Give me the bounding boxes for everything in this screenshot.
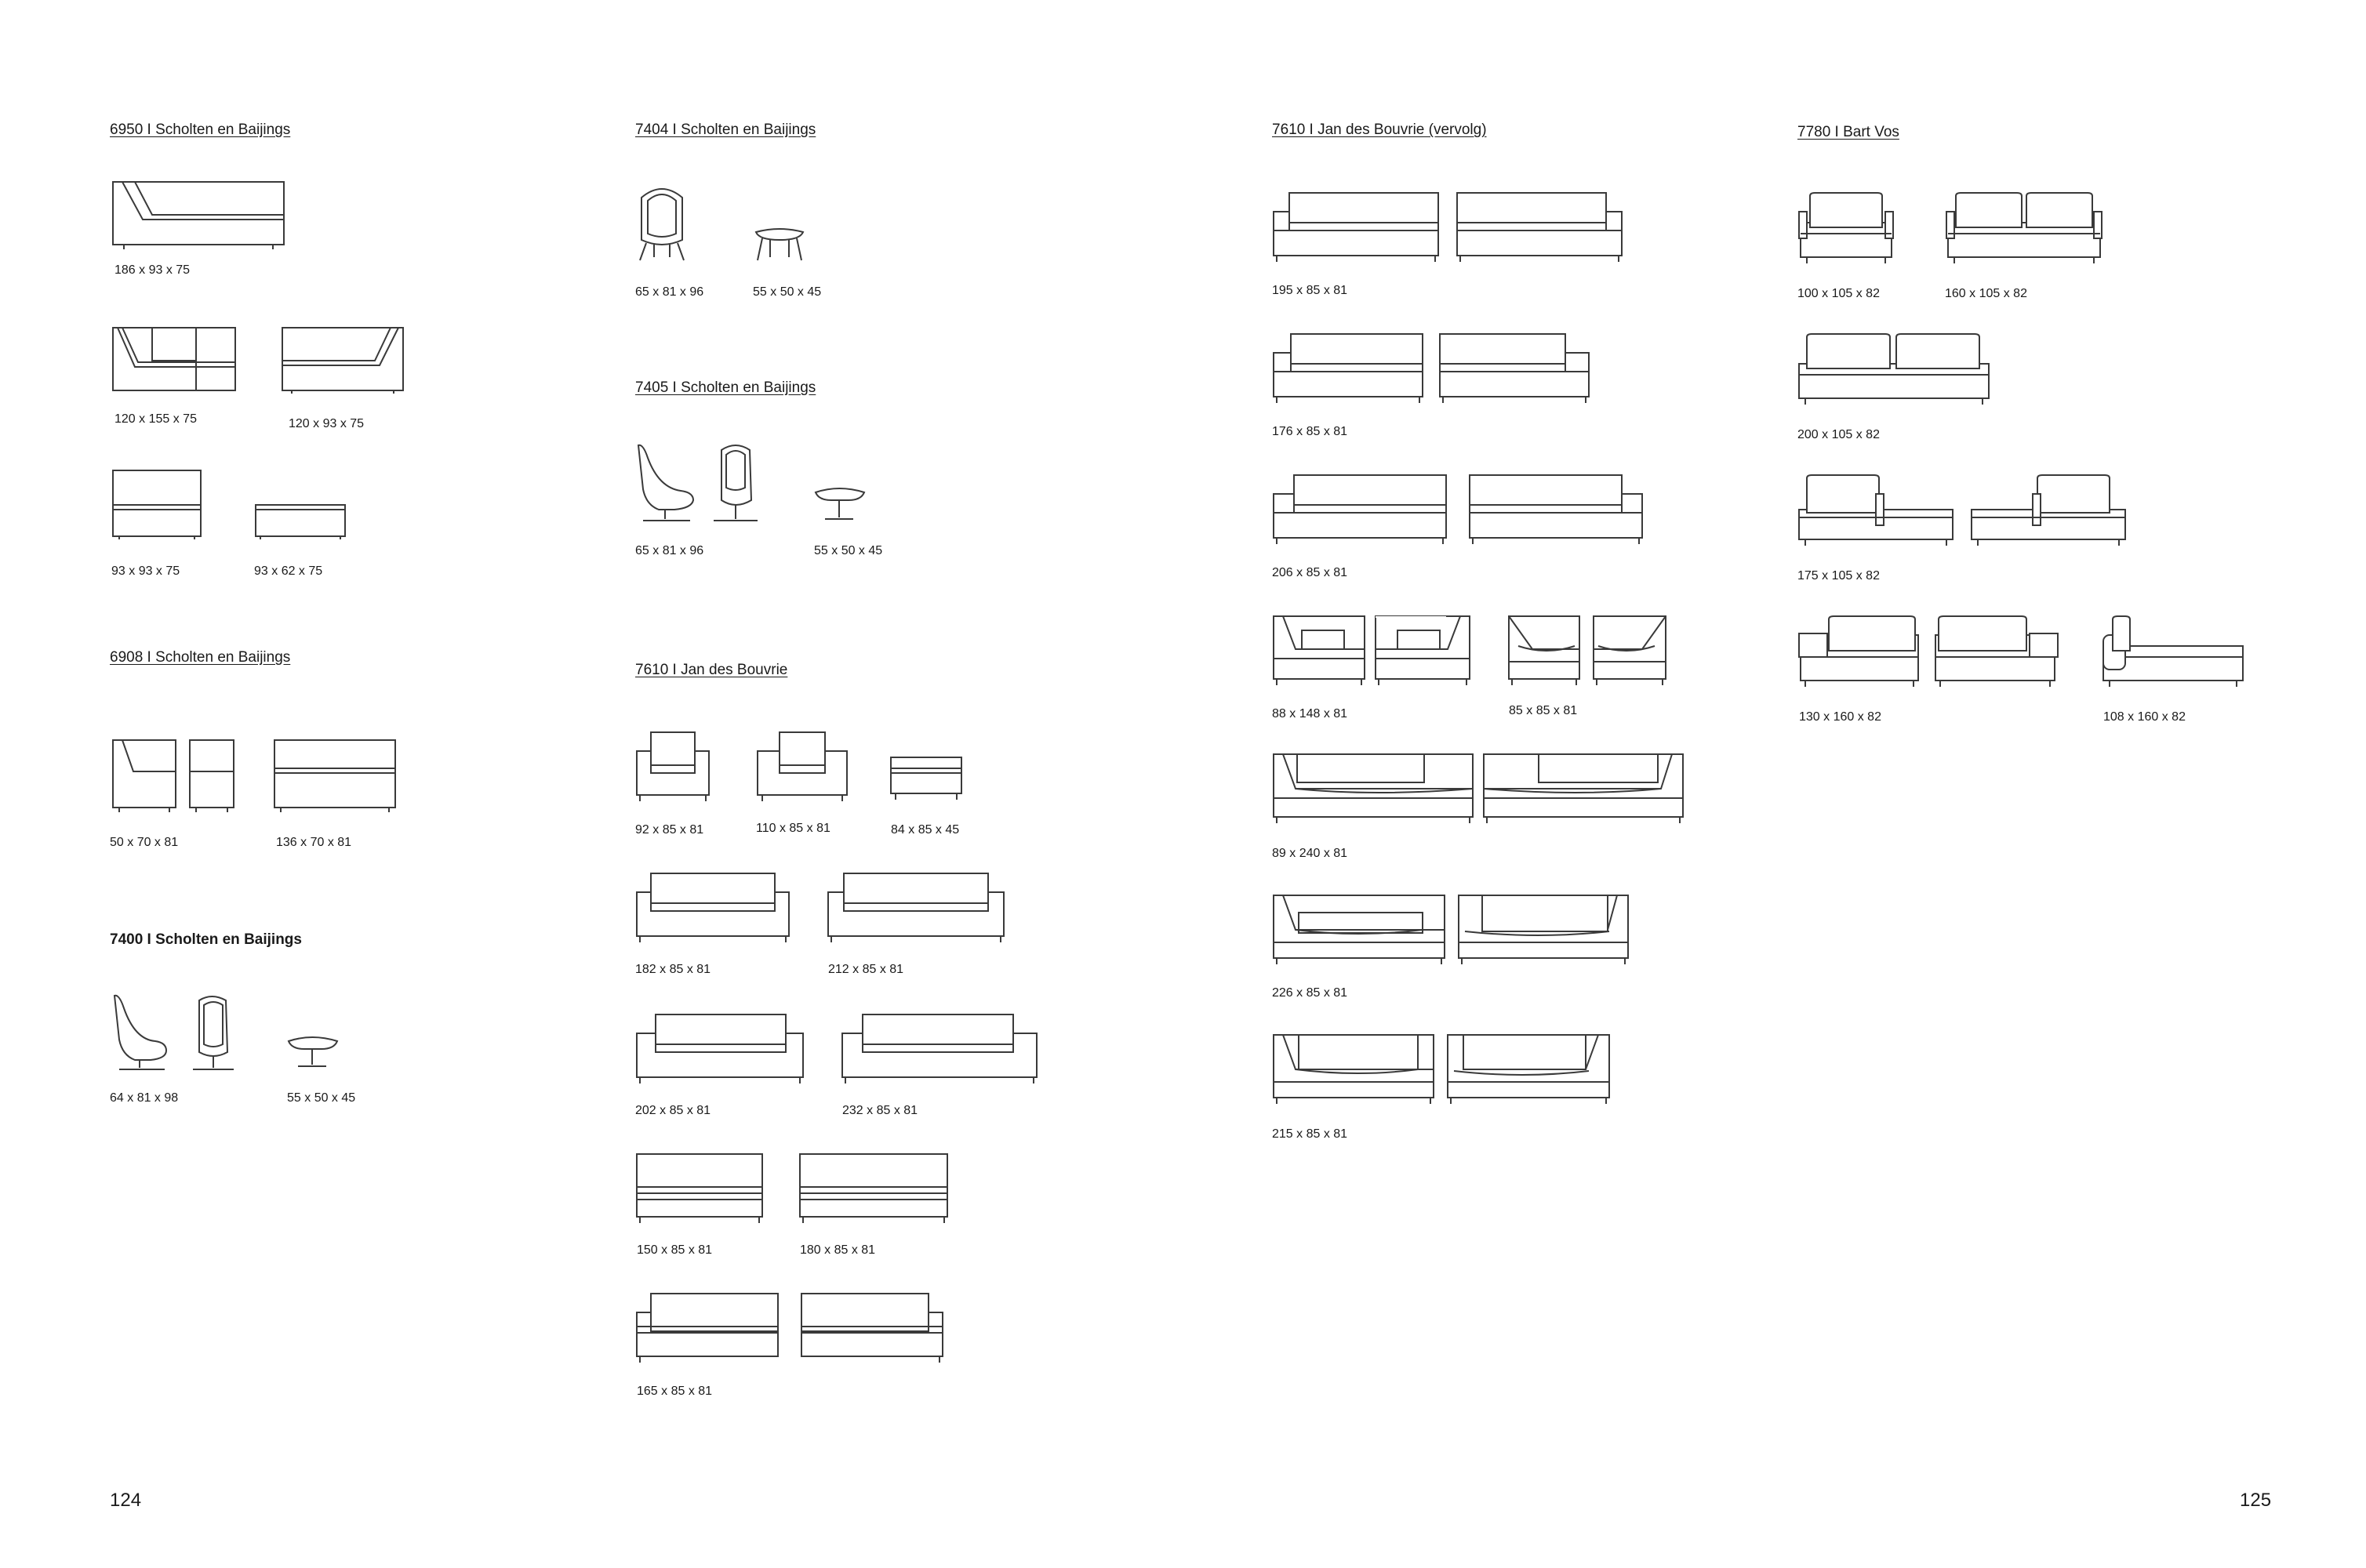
sectional-sofa-drawing-svg — [1272, 191, 1625, 263]
section-title-7610: 7610 I Jan des Bouvrie — [635, 662, 788, 678]
dimension-label: 55 x 50 x 45 — [753, 285, 822, 299]
dimension-label: 93 x 62 x 75 — [254, 564, 323, 578]
armchair-drawing — [1797, 191, 1896, 267]
dimension-label: 92 x 85 x 81 — [635, 823, 704, 837]
sectional-sofa-drawing-svg — [635, 1292, 949, 1364]
footstool-drawing — [753, 227, 808, 267]
sofa-drawing-svg — [635, 1152, 767, 1225]
dimension-label: 65 x 81 x 96 — [635, 285, 704, 299]
sofa-drawing-svg — [798, 1152, 952, 1225]
dimension-label: 202 x 85 x 81 — [635, 1104, 711, 1117]
dimension-label: 175 x 105 x 82 — [1797, 569, 1880, 583]
dimension-label: 55 x 50 x 45 — [287, 1091, 356, 1105]
dimension-label: 195 x 85 x 81 — [1272, 284, 1348, 297]
page-number-left: 124 — [110, 1490, 142, 1511]
dimension-label: 212 x 85 x 81 — [828, 963, 904, 976]
lounge-chair-drawing — [635, 442, 776, 524]
sectional-sofa-drawing — [1272, 191, 1625, 263]
corner-chairs-drawing-svg — [1507, 615, 1672, 687]
sofa-drawing — [635, 1152, 767, 1225]
corner-sofa-drawing-svg — [281, 326, 406, 394]
dimension-label: 110 x 85 x 81 — [756, 822, 830, 835]
corner-sofa-drawing — [281, 326, 406, 394]
chaise-elements-drawing — [1272, 753, 1688, 825]
column-3 — [1272, 0, 1790, 1568]
dimension-label: 100 x 105 x 82 — [1797, 287, 1880, 300]
sectional-sofa-drawing — [635, 1292, 949, 1364]
sofa-drawing — [635, 872, 792, 944]
chaise-drawing-svg — [111, 326, 240, 394]
dimension-label: 215 x 85 x 81 — [1272, 1127, 1348, 1141]
sofa-drawing — [1797, 332, 1993, 408]
dimension-label: 186 x 93 x 75 — [114, 263, 191, 277]
chair-drawing-svg — [111, 739, 245, 814]
column-2 — [635, 0, 1153, 1568]
corner-sofa-drawing — [1272, 894, 1633, 966]
sofa-drawing-svg — [635, 872, 792, 944]
section-title-7404: 7404 I Scholten en Baijings — [635, 122, 816, 138]
sofa-drawing — [273, 739, 398, 814]
corner-sofa-drawing — [1272, 1033, 1617, 1105]
ottoman-drawing-svg — [254, 503, 348, 541]
dimension-label: 88 x 148 x 81 — [1272, 707, 1348, 720]
dimension-label: 65 x 81 x 96 — [635, 544, 704, 557]
dimension-label: 93 x 93 x 75 — [111, 564, 180, 578]
chaise-elements-drawing-svg — [1272, 753, 1688, 825]
sofa-drawing-svg — [1797, 332, 1993, 408]
lounge-chair-drawing — [111, 993, 260, 1074]
ottoman-drawing-svg — [889, 756, 968, 803]
dimension-label: 150 x 85 x 81 — [637, 1243, 713, 1257]
dimension-label: 165 x 85 x 81 — [637, 1385, 713, 1398]
sectional-sofa-drawing — [1272, 474, 1645, 546]
sectional-sofa-drawing-svg — [1272, 474, 1645, 546]
page-number-right: 125 — [2240, 1490, 2272, 1511]
footstool-drawing-svg — [753, 227, 808, 267]
sofa-drawing-svg — [827, 872, 1009, 944]
dimension-label: 50 x 70 x 81 — [110, 836, 179, 849]
section-title-6908: 6908 I Scholten en Baijings — [110, 649, 291, 666]
sofa-drawing-svg — [273, 739, 398, 814]
footstool-drawing-svg — [814, 486, 869, 524]
dimension-label: 55 x 50 x 45 — [814, 544, 883, 557]
sofa-drawing — [111, 180, 287, 252]
corner-elements-drawing — [1797, 615, 2064, 690]
armchair-drawing-svg — [635, 731, 714, 803]
column-4 — [1797, 0, 2315, 1568]
sofa-drawing-svg — [635, 1013, 808, 1085]
dimension-label: 84 x 85 x 45 — [891, 823, 960, 837]
lounge-chair-drawing-svg — [111, 993, 260, 1074]
armchair-drawing — [635, 185, 690, 263]
sofa-drawing — [1945, 191, 2105, 267]
dimension-label: 180 x 85 x 81 — [800, 1243, 876, 1257]
footstool-drawing — [814, 486, 869, 524]
armchair-drawing — [635, 731, 714, 803]
dimension-label: 120 x 93 x 75 — [289, 417, 365, 430]
footstool-drawing-svg — [287, 1035, 342, 1071]
section-title-7610-vervolg: 7610 I Jan des Bouvrie (vervolg) — [1272, 122, 1487, 138]
corner-elements-drawing-svg — [1272, 615, 1476, 687]
section-title-7400: 7400 I Scholten en Baijings — [110, 931, 302, 948]
chaise-drawing-svg — [2102, 615, 2248, 690]
corner-sofa-drawing-svg — [1272, 1033, 1617, 1105]
armless-seat-drawing-svg — [111, 469, 204, 541]
chair-drawing — [111, 739, 245, 814]
chaise-elements-drawing — [1797, 474, 2127, 549]
chaise-drawing — [111, 326, 240, 394]
dimension-label: 200 x 105 x 82 — [1797, 428, 1880, 441]
sectional-sofa-drawing-svg — [1272, 332, 1594, 405]
corner-elements-drawing-svg — [1797, 615, 2064, 690]
dimension-label: 89 x 240 x 81 — [1272, 847, 1348, 860]
dimension-label: 206 x 85 x 81 — [1272, 566, 1348, 579]
sofa-drawing — [635, 1013, 808, 1085]
column-1 — [110, 0, 627, 1568]
armchair-drawing — [756, 731, 850, 803]
dimension-label: 108 x 160 x 82 — [2103, 710, 2186, 724]
corner-elements-drawing — [1272, 615, 1476, 687]
dimension-label: 182 x 85 x 81 — [635, 963, 711, 976]
chaise-elements-drawing-svg — [1797, 474, 2127, 549]
corner-sofa-drawing-svg — [1272, 894, 1633, 966]
armless-seat-drawing — [111, 469, 204, 541]
dimension-label: 120 x 155 x 75 — [114, 412, 197, 426]
dimension-label: 130 x 160 x 82 — [1799, 710, 1881, 724]
sectional-sofa-drawing — [1272, 332, 1594, 405]
chaise-drawing — [2102, 615, 2248, 690]
sofa-drawing-svg — [1945, 191, 2105, 267]
dimension-label: 136 x 70 x 81 — [276, 836, 352, 849]
armchair-drawing-svg — [1797, 191, 1896, 267]
dimension-label: 64 x 81 x 98 — [110, 1091, 179, 1105]
dimension-label: 85 x 85 x 81 — [1509, 704, 1578, 717]
dimension-label: 176 x 85 x 81 — [1272, 425, 1348, 438]
sofa-drawing-svg — [841, 1013, 1041, 1085]
section-title-7405: 7405 I Scholten en Baijings — [635, 379, 816, 396]
armchair-drawing-svg — [635, 185, 690, 263]
dimension-label: 160 x 105 x 82 — [1945, 287, 2027, 300]
corner-chairs-drawing — [1507, 615, 1672, 687]
sofa-drawing — [798, 1152, 952, 1225]
sofa-drawing-svg — [111, 180, 287, 252]
section-title-6950: 6950 I Scholten en Baijings — [110, 122, 291, 138]
armchair-drawing-svg — [756, 731, 850, 803]
ottoman-drawing — [254, 503, 348, 541]
footstool-drawing — [287, 1035, 342, 1071]
sofa-drawing — [841, 1013, 1041, 1085]
dimension-label: 232 x 85 x 81 — [842, 1104, 918, 1117]
dimension-label: 226 x 85 x 81 — [1272, 986, 1348, 1000]
sofa-drawing — [827, 872, 1009, 944]
ottoman-drawing — [889, 756, 968, 803]
section-title-7780: 7780 I Bart Vos — [1797, 124, 1899, 140]
lounge-chair-drawing-svg — [635, 442, 776, 524]
